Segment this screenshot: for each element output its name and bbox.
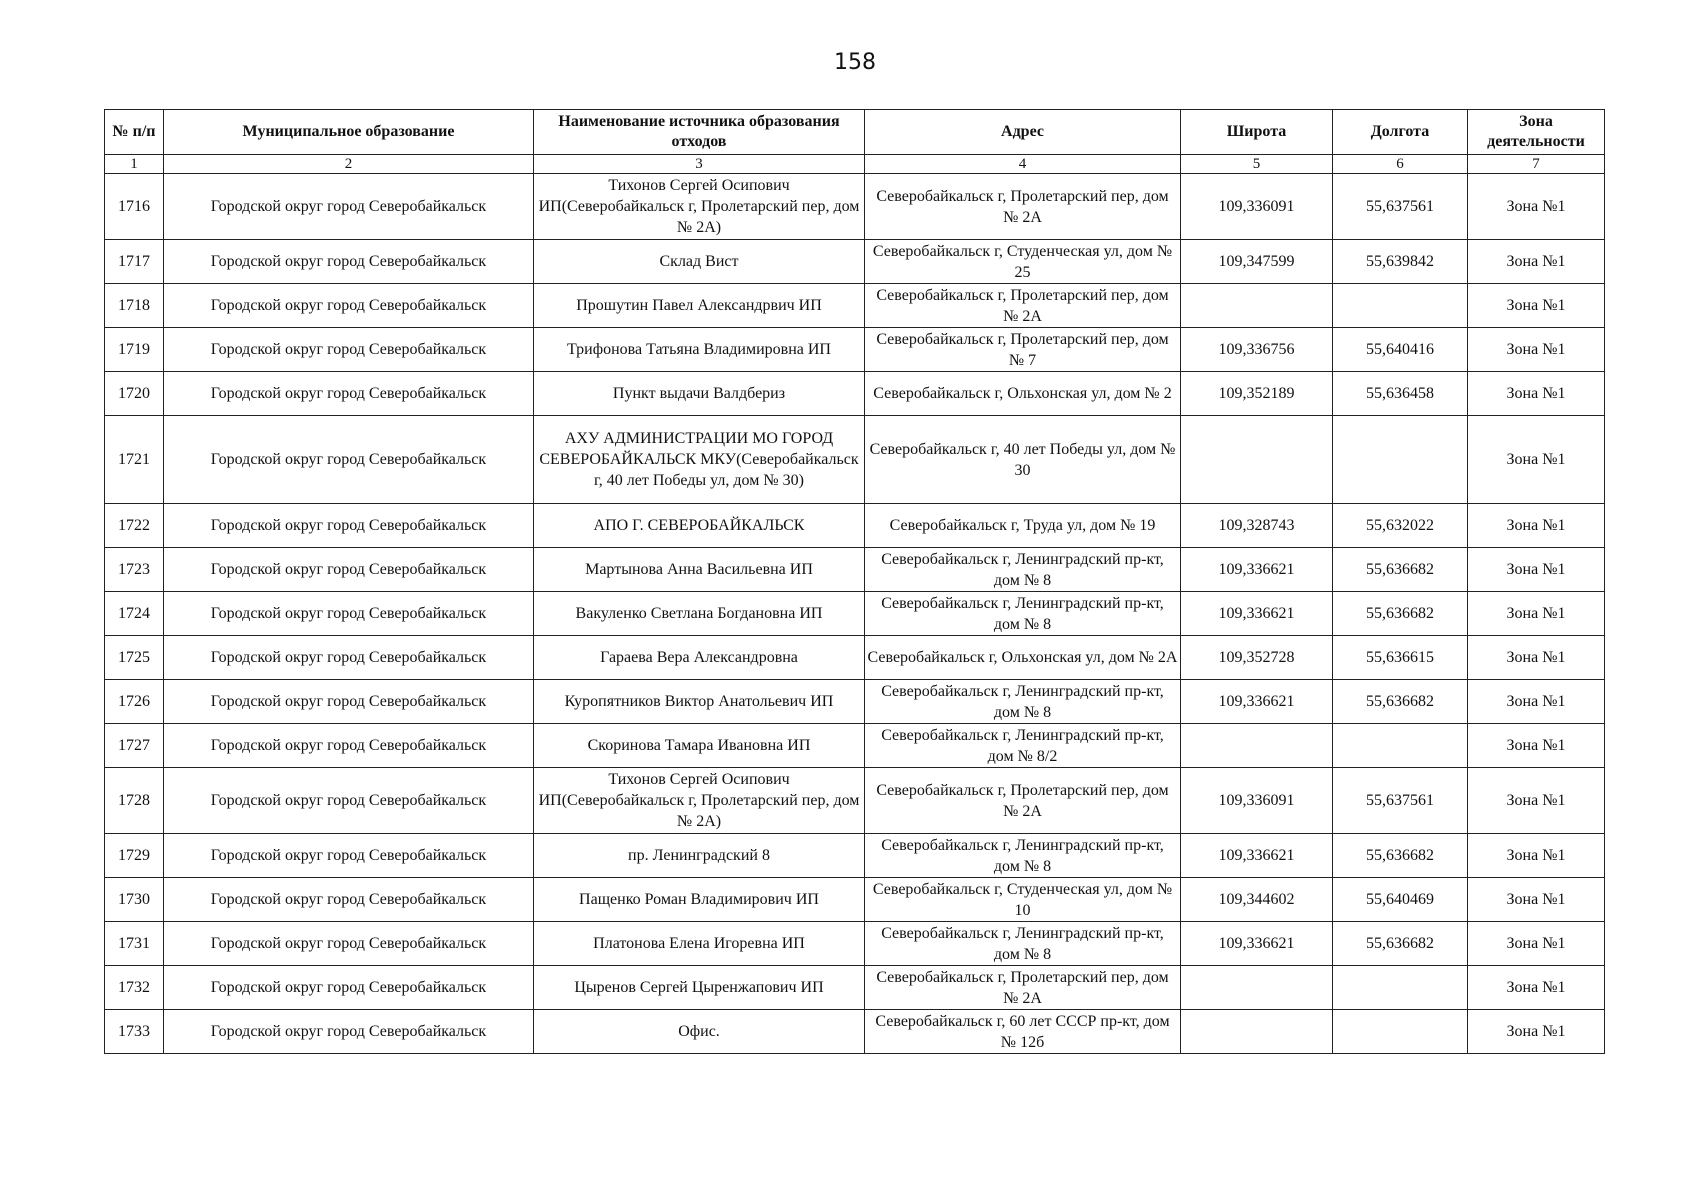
cell-source-name: Склад Вист bbox=[534, 240, 865, 284]
cell-address: Северобайкальск г, Ленинградский пр-кт, дом № 8/2 bbox=[865, 724, 1181, 768]
table-row bbox=[105, 372, 1605, 416]
cell-latitude bbox=[1181, 724, 1333, 768]
table-row bbox=[105, 1010, 1605, 1054]
cell-latitude: 109,352728 bbox=[1181, 636, 1333, 680]
cell-source-name: АХУ АДМИНИСТРАЦИИ МО ГОРОД СЕВЕРОБАЙКАЛЬСК МКУ(Северобайкальск г, 40 лет Победы ул, дом № 30) bbox=[534, 416, 865, 504]
cell-address: Северобайкальск г, 60 лет СССР пр-кт, дом № 12б bbox=[865, 1010, 1181, 1054]
cell-municipality: Городской округ город Северобайкальск bbox=[164, 504, 534, 548]
cell-source-name: Прошутин Павел Александрвич ИП bbox=[534, 284, 865, 328]
cell-longitude: 55,637561 bbox=[1333, 768, 1468, 834]
cell-latitude: 109,336091 bbox=[1181, 768, 1333, 834]
cell-longitude: 55,639842 bbox=[1333, 240, 1468, 284]
cell-address: Северобайкальск г, Пролетарский пер, дом № 2А bbox=[865, 768, 1181, 834]
cell-source-name: Офис. bbox=[534, 1010, 865, 1054]
cell-latitude: 109,352189 bbox=[1181, 372, 1333, 416]
cell-longitude: 55,636682 bbox=[1333, 592, 1468, 636]
cell-latitude bbox=[1181, 416, 1333, 504]
cell-latitude: 109,336621 bbox=[1181, 680, 1333, 724]
table-row bbox=[105, 240, 1605, 284]
header-municipality: Муниципальное образование bbox=[164, 110, 534, 155]
column-number: 3 bbox=[534, 155, 865, 174]
cell-longitude: 55,636682 bbox=[1333, 922, 1468, 966]
cell-address: Северобайкальск г, Ольхонская ул, дом № 2А bbox=[865, 636, 1181, 680]
cell-source-name: Пащенко Роман Владимирович ИП bbox=[534, 878, 865, 922]
cell-source-name: Вакуленко Светлана Богдановна ИП bbox=[534, 592, 865, 636]
cell-source-name: Гараева Вера Александровна bbox=[534, 636, 865, 680]
column-number: 1 bbox=[105, 155, 164, 174]
cell-row-number: 1732 bbox=[105, 966, 164, 1010]
table-row bbox=[105, 922, 1605, 966]
cell-address: Северобайкальск г, Студенческая ул, дом № 25 bbox=[865, 240, 1181, 284]
cell-longitude: 55,636682 bbox=[1333, 834, 1468, 878]
cell-source-name: Мартынова Анна Васильевна ИП bbox=[534, 548, 865, 592]
cell-row-number: 1722 bbox=[105, 504, 164, 548]
table-row bbox=[105, 636, 1605, 680]
cell-zone: Зона №1 bbox=[1468, 328, 1605, 372]
cell-latitude: 109,344602 bbox=[1181, 878, 1333, 922]
cell-row-number: 1721 bbox=[105, 416, 164, 504]
cell-municipality: Городской округ город Северобайкальск bbox=[164, 636, 534, 680]
cell-address: Северобайкальск г, Ольхонская ул, дом № 2 bbox=[865, 372, 1181, 416]
header-longitude: Долгота bbox=[1333, 110, 1468, 155]
cell-longitude: 55,637561 bbox=[1333, 174, 1468, 240]
cell-longitude bbox=[1333, 724, 1468, 768]
header-zone: Зона деятельности bbox=[1468, 110, 1605, 155]
cell-zone: Зона №1 bbox=[1468, 1010, 1605, 1054]
cell-address: Северобайкальск г, Ленинградский пр-кт, дом № 8 bbox=[865, 548, 1181, 592]
cell-row-number: 1727 bbox=[105, 724, 164, 768]
cell-zone: Зона №1 bbox=[1468, 592, 1605, 636]
table-row bbox=[105, 724, 1605, 768]
cell-latitude: 109,336621 bbox=[1181, 592, 1333, 636]
cell-latitude bbox=[1181, 1010, 1333, 1054]
cell-latitude: 109,336621 bbox=[1181, 922, 1333, 966]
table-row bbox=[105, 416, 1605, 504]
column-number: 7 bbox=[1468, 155, 1605, 174]
cell-municipality: Городской округ город Северобайкальск bbox=[164, 240, 534, 284]
table-header-row bbox=[105, 110, 1605, 155]
cell-address: Северобайкальск г, Ленинградский пр-кт, дом № 8 bbox=[865, 922, 1181, 966]
cell-longitude: 55,636615 bbox=[1333, 636, 1468, 680]
cell-municipality: Городской округ город Северобайкальск bbox=[164, 548, 534, 592]
cell-zone: Зона №1 bbox=[1468, 878, 1605, 922]
cell-latitude bbox=[1181, 284, 1333, 328]
cell-latitude: 109,336756 bbox=[1181, 328, 1333, 372]
cell-row-number: 1718 bbox=[105, 284, 164, 328]
cell-address: Северобайкальск г, Труда ул, дом № 19 bbox=[865, 504, 1181, 548]
page-number: 158 bbox=[834, 50, 876, 75]
cell-municipality: Городской округ город Северобайкальск bbox=[164, 592, 534, 636]
cell-longitude bbox=[1333, 284, 1468, 328]
cell-zone: Зона №1 bbox=[1468, 174, 1605, 240]
cell-municipality: Городской округ город Северобайкальск bbox=[164, 372, 534, 416]
cell-row-number: 1726 bbox=[105, 680, 164, 724]
cell-address: Северобайкальск г, Пролетарский пер, дом № 7 bbox=[865, 328, 1181, 372]
cell-latitude: 109,336091 bbox=[1181, 174, 1333, 240]
cell-address: Северобайкальск г, 40 лет Победы ул, дом № 30 bbox=[865, 416, 1181, 504]
cell-longitude bbox=[1333, 966, 1468, 1010]
cell-latitude bbox=[1181, 966, 1333, 1010]
column-number: 4 bbox=[865, 155, 1181, 174]
cell-row-number: 1724 bbox=[105, 592, 164, 636]
table-row bbox=[105, 328, 1605, 372]
cell-address: Северобайкальск г, Ленинградский пр-кт, дом № 8 bbox=[865, 680, 1181, 724]
cell-source-name: АПО Г. СЕВЕРОБАЙКАЛЬСК bbox=[534, 504, 865, 548]
column-number: 2 bbox=[164, 155, 534, 174]
cell-longitude: 55,632022 bbox=[1333, 504, 1468, 548]
cell-municipality: Городской округ город Северобайкальск bbox=[164, 328, 534, 372]
cell-row-number: 1716 bbox=[105, 174, 164, 240]
cell-row-number: 1729 bbox=[105, 834, 164, 878]
table-body bbox=[105, 174, 1605, 1054]
header-row-number: № п/п bbox=[105, 110, 164, 155]
cell-zone: Зона №1 bbox=[1468, 372, 1605, 416]
table-row bbox=[105, 548, 1605, 592]
cell-municipality: Городской округ город Северобайкальск bbox=[164, 416, 534, 504]
cell-longitude: 55,640469 bbox=[1333, 878, 1468, 922]
cell-source-name: Тихонов Сергей Осипович ИП(Северобайкальск г, Пролетарский пер, дом № 2А) bbox=[534, 174, 865, 240]
cell-longitude bbox=[1333, 1010, 1468, 1054]
cell-source-name: Скоринова Тамара Ивановна ИП bbox=[534, 724, 865, 768]
cell-zone: Зона №1 bbox=[1468, 966, 1605, 1010]
table-row bbox=[105, 174, 1605, 240]
table-row bbox=[105, 878, 1605, 922]
cell-zone: Зона №1 bbox=[1468, 240, 1605, 284]
cell-source-name: Куропятников Виктор Анатольевич ИП bbox=[534, 680, 865, 724]
cell-zone: Зона №1 bbox=[1468, 922, 1605, 966]
header-source-name: Наименование источника образования отходов bbox=[534, 110, 865, 155]
cell-zone: Зона №1 bbox=[1468, 548, 1605, 592]
cell-zone: Зона №1 bbox=[1468, 834, 1605, 878]
cell-longitude bbox=[1333, 416, 1468, 504]
table-row bbox=[105, 504, 1605, 548]
cell-source-name: Тихонов Сергей Осипович ИП(Северобайкальск г, Пролетарский пер, дом № 2А) bbox=[534, 768, 865, 834]
cell-zone: Зона №1 bbox=[1468, 416, 1605, 504]
cell-row-number: 1730 bbox=[105, 878, 164, 922]
cell-municipality: Городской округ город Северобайкальск bbox=[164, 284, 534, 328]
cell-row-number: 1733 bbox=[105, 1010, 164, 1054]
cell-longitude: 55,636682 bbox=[1333, 680, 1468, 724]
table-row bbox=[105, 834, 1605, 878]
cell-row-number: 1728 bbox=[105, 768, 164, 834]
cell-municipality: Городской округ город Северобайкальск bbox=[164, 834, 534, 878]
cell-zone: Зона №1 bbox=[1468, 284, 1605, 328]
table-row bbox=[105, 592, 1605, 636]
cell-municipality: Городской округ город Северобайкальск bbox=[164, 966, 534, 1010]
cell-municipality: Городской округ город Северобайкальск bbox=[164, 768, 534, 834]
cell-zone: Зона №1 bbox=[1468, 768, 1605, 834]
column-number: 6 bbox=[1333, 155, 1468, 174]
header-address: Адрес bbox=[865, 110, 1181, 155]
table-row bbox=[105, 966, 1605, 1010]
column-number-row bbox=[105, 155, 1605, 174]
cell-latitude: 109,336621 bbox=[1181, 548, 1333, 592]
cell-address: Северобайкальск г, Студенческая ул, дом № 10 bbox=[865, 878, 1181, 922]
cell-address: Северобайкальск г, Пролетарский пер, дом № 2А bbox=[865, 174, 1181, 240]
table-row bbox=[105, 768, 1605, 834]
cell-source-name: Платонова Елена Игоревна ИП bbox=[534, 922, 865, 966]
cell-zone: Зона №1 bbox=[1468, 504, 1605, 548]
table-row bbox=[105, 284, 1605, 328]
cell-row-number: 1720 bbox=[105, 372, 164, 416]
cell-longitude: 55,640416 bbox=[1333, 328, 1468, 372]
cell-latitude: 109,328743 bbox=[1181, 504, 1333, 548]
cell-municipality: Городской округ город Северобайкальск bbox=[164, 1010, 534, 1054]
cell-row-number: 1717 bbox=[105, 240, 164, 284]
cell-row-number: 1719 bbox=[105, 328, 164, 372]
cell-municipality: Городской округ город Северобайкальск bbox=[164, 724, 534, 768]
cell-municipality: Городской округ город Северобайкальск bbox=[164, 174, 534, 240]
cell-row-number: 1725 bbox=[105, 636, 164, 680]
cell-latitude: 109,336621 bbox=[1181, 834, 1333, 878]
cell-address: Северобайкальск г, Ленинградский пр-кт, дом № 8 bbox=[865, 592, 1181, 636]
cell-source-name: пр. Ленинградский 8 bbox=[534, 834, 865, 878]
cell-municipality: Городской округ город Северобайкальск bbox=[164, 878, 534, 922]
cell-address: Северобайкальск г, Ленинградский пр-кт, дом № 8 bbox=[865, 834, 1181, 878]
cell-municipality: Городской округ город Северобайкальск bbox=[164, 922, 534, 966]
cell-zone: Зона №1 bbox=[1468, 724, 1605, 768]
header-latitude: Широта bbox=[1181, 110, 1333, 155]
cell-latitude: 109,347599 bbox=[1181, 240, 1333, 284]
table-row bbox=[105, 680, 1605, 724]
cell-longitude: 55,636458 bbox=[1333, 372, 1468, 416]
cell-row-number: 1731 bbox=[105, 922, 164, 966]
cell-source-name: Пункт выдачи Валдбериз bbox=[534, 372, 865, 416]
cell-zone: Зона №1 bbox=[1468, 680, 1605, 724]
cell-address: Северобайкальск г, Пролетарский пер, дом № 2А bbox=[865, 284, 1181, 328]
cell-longitude: 55,636682 bbox=[1333, 548, 1468, 592]
cell-source-name: Трифонова Татьяна Владимировна ИП bbox=[534, 328, 865, 372]
cell-row-number: 1723 bbox=[105, 548, 164, 592]
cell-zone: Зона №1 bbox=[1468, 636, 1605, 680]
cell-municipality: Городской округ город Северобайкальск bbox=[164, 680, 534, 724]
column-number: 5 bbox=[1181, 155, 1333, 174]
waste-sources-table bbox=[104, 109, 1605, 1054]
cell-source-name: Цыренов Сергей Цыренжапович ИП bbox=[534, 966, 865, 1010]
cell-address: Северобайкальск г, Пролетарский пер, дом № 2А bbox=[865, 966, 1181, 1010]
